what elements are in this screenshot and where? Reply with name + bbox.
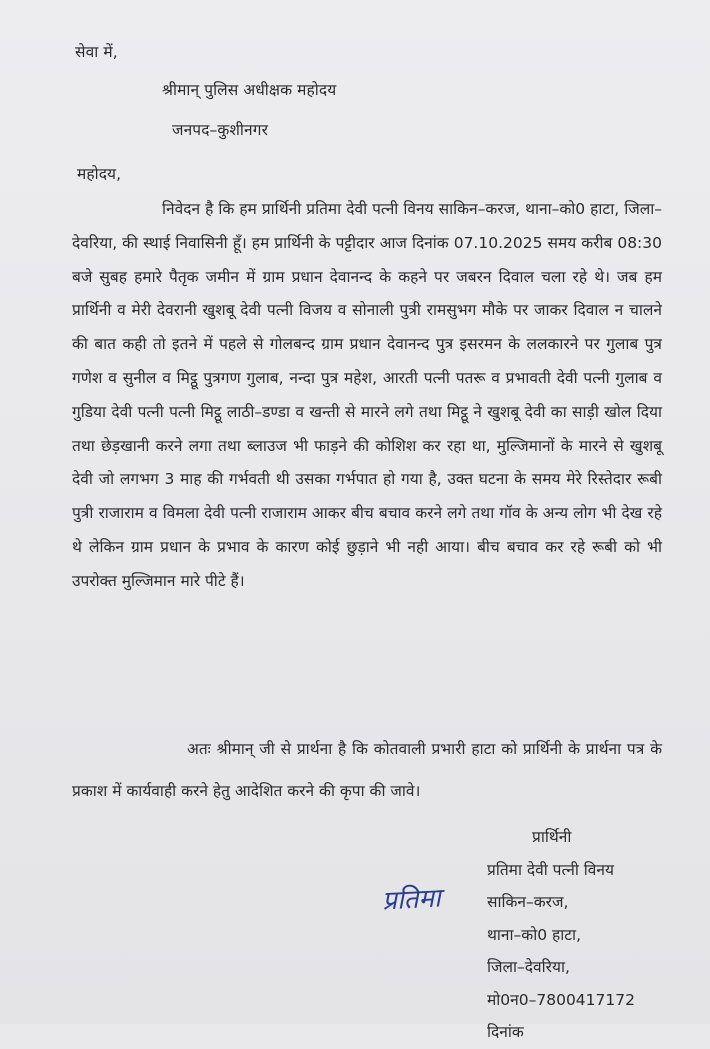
sender-village: साकिन–करज, — [487, 893, 569, 911]
sender-district: जिला–देवरिया, — [487, 958, 570, 976]
addressee-district: जनपद–कुशीनगर — [172, 121, 269, 139]
salutation: सेवा में, — [75, 43, 118, 61]
sender-date: दिनांक — [487, 1023, 524, 1041]
greeting: महोदय, — [77, 165, 122, 183]
addressee-title: श्रीमान् पुलिस अधीक्षक महोदय — [162, 81, 337, 99]
handwritten-signature: प्रतिमा — [381, 883, 442, 917]
sender-name: प्रतिमा देवी पत्नी विनय — [487, 860, 615, 879]
sender-mobile: मो0न0–7800417172 — [487, 990, 635, 1009]
complaint-body: निवेदन है कि हम प्रार्थिनी प्रतिमा देवी पत्नी विनय साकिन–करज, थाना–को0 हाटा, जिला–देवरिया, की स्थाई निवासिनी हूँ। हम प्रार्थिनी के पट्टीदार आज दिनांक 07.10.2025 समय करीब 08:30 बजे सुबह हमारे पैतृक जमीन में ग्राम प्रधान देवानन्द के कहने पर जबरन दिवाल चला रहे थे। जब हम प्रार्थिनी व मेरी देवरानी खुशबू देवी पत्नी विजय व सोनाली पुत्री रामसुभग मौके पर जाकर दिवाल न चालने की बात कही तो इतने में पहले से गोलबन्द ग्राम प्रधान देवानन्द पुत्र इसरमन के ललकारने पर गुलाब पुत्र गणेश व सुनील व मिट्ठू पुत्रगण गुलाब, नन्दा पुत्र महेश, आरती पत्नी पतरू व प्रभावती देवी पत्नी गुलाब व गुडिया देवी पत्नी पत्नी मिट्ठू लाठी–डण्डा व खन्ती से मारने लगे तथा मिट्ठू ने खुशबू देवी का साड़ी खोल दिया तथा छेड़खानी करने लगा तथा ब्लाउज भी फाड़ने की कोशिश कर रहा था, मुल्जिमानों के मारने से खुशबू देवी जो लगभग 3 माह की गर्भवती थी उसका गर्भपात हो गया है, उक्त घटना के समय मेरे रिस्तेदार रूबी पुत्री राजाराम व विमला देवी पत्नी राजाराम आकर बीच बचाव करने लगे तथा गॉव के अन्य लोग भी देख रहे थे लेकिन ग्राम प्रधान के प्रभाव के कारण कोई छुड़ाने भी नही आया। बीच बचाव कर रहे रूबी को भी उपरोक्त मुल्जिमान मारे पीटे हैं। — [72, 200, 662, 590]
sender-title: प्रार्थिनी — [532, 828, 572, 846]
sender-police-station: थाना–को0 हाटा, — [487, 925, 581, 944]
request-paragraph: अतः श्रीमान् जी से प्रार्थना है कि कोतवाली प्रभारी हाटा को प्रार्थिनी के प्रार्थना पत्र के प्रकाश में कार्यवाही करने हेतु आदेशित करने की कृपा की जावे। — [72, 740, 662, 800]
sender-block — [487, 821, 702, 1049]
